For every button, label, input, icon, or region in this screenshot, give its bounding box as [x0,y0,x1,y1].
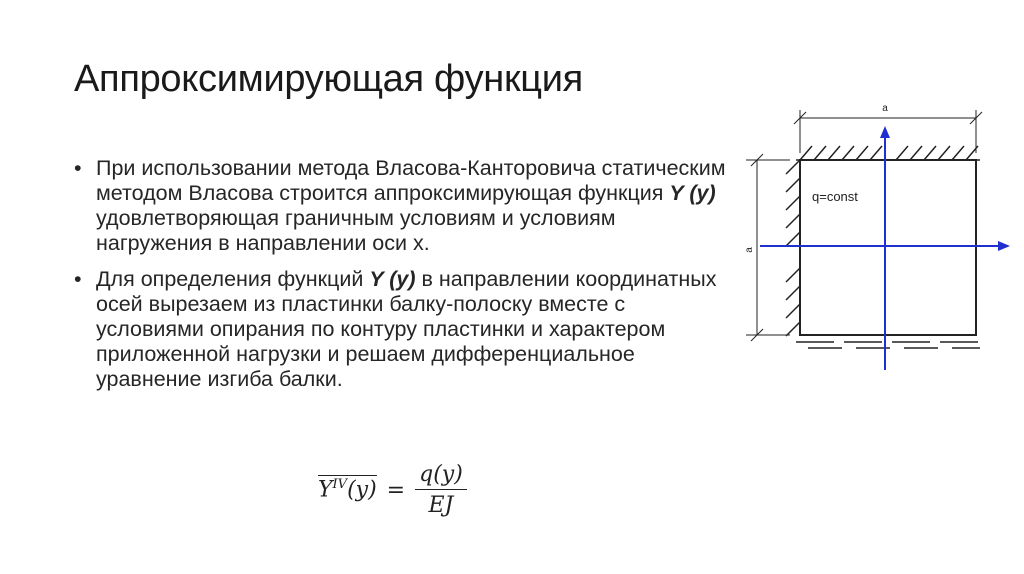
top-fixed-support [796,146,980,160]
bottom-simple-support [796,342,982,348]
bullet-1-text-after: удовлетворяющая граничным условиям и условиям нагружения в направлении оси х. [96,206,616,255]
slide-title: Аппроксимирующая функция [74,58,583,100]
equation-fraction [415,462,467,518]
bullet-1-function: Y (y) [669,181,716,205]
x-axis-arrow-icon [998,241,1010,251]
plate-diagram [730,98,1020,388]
bullet-list [74,156,734,403]
dimension-label-left: a [744,247,755,253]
dimension-label-top: a [882,103,888,114]
bullet-1-text-before: При использовании метода Власова-Канторовича статическим методом Власова строится аппроксимирующая функция [96,156,726,205]
bullet-item-2 [74,267,734,392]
equation-numerator: q(y) [415,462,467,490]
equation-lhs-sup: IV [332,477,348,493]
equation [318,462,467,518]
bullet-item-1 [74,156,734,256]
equation-denominator: EJ [428,493,454,518]
equation-lhs-base: Y [318,477,333,503]
bullet-2-text-before: Для определения функций [96,267,370,291]
bullet-2-text-after: в направлении координатных осей вырезаем из пластинки балку-полоску вместе с условиями опирания по контуру пластинки и характером приложенной нагрузки и решаем дифференциальное уравнение изгиба балки. [96,267,717,391]
equation-lhs-arg: (y) [347,477,377,503]
left-fixed-support [786,160,800,336]
top-dimension [794,110,982,153]
equation-lhs [318,477,377,502]
plate-rectangle [800,160,976,335]
y-axis-arrow-icon [880,126,890,138]
equation-overline [318,475,377,476]
load-label: q=const [812,189,858,204]
bullet-2-function: Y (y) [369,267,416,291]
equation-equals: = [386,477,406,503]
